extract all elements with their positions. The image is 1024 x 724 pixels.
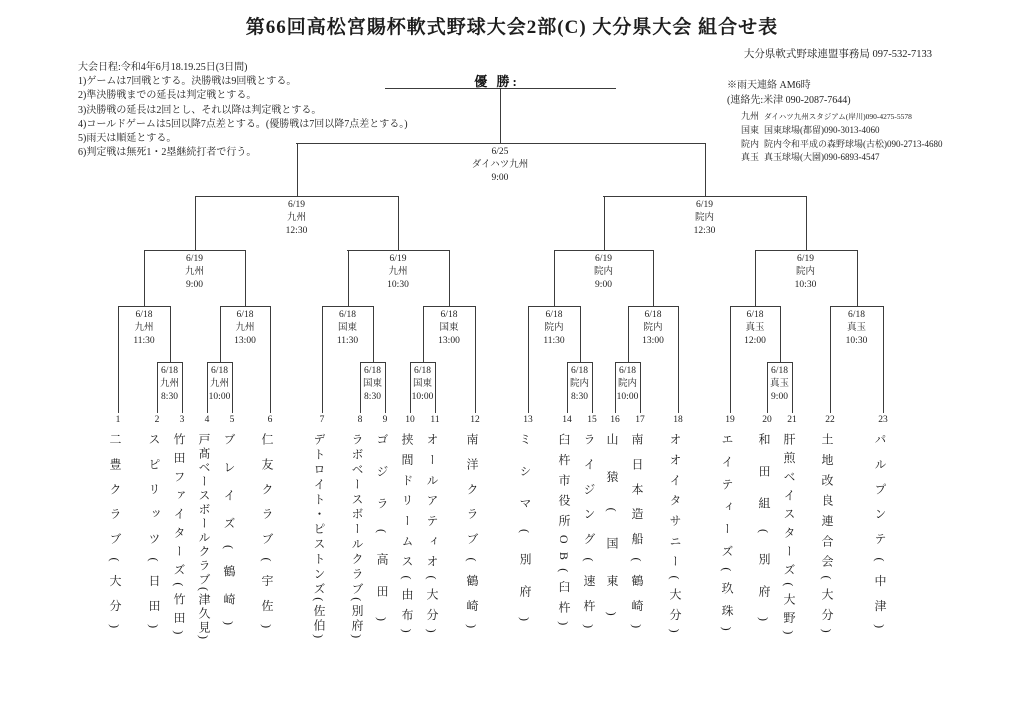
- bracket-line: [144, 250, 246, 251]
- bracket-line: [423, 306, 476, 307]
- venue-detail: 国東球場(都留)090-3013-4060: [764, 124, 880, 135]
- venue-code: 真玉: [741, 152, 760, 163]
- bracket-line: [385, 362, 386, 413]
- match-date: 6/19: [696, 200, 713, 210]
- bracket-line: [883, 306, 884, 413]
- team-name: 戸髙ベースボールクラブ(津久見): [197, 433, 211, 641]
- champion-label: 優 勝:: [474, 74, 520, 89]
- match-time: 11:30: [133, 336, 155, 346]
- bracket-line: [410, 362, 436, 363]
- match-venue: 国東: [337, 323, 358, 333]
- venue-row: [741, 110, 943, 124]
- match-time: 10:30: [794, 280, 817, 290]
- team-name: 臼杵市役所OB(臼杵): [557, 433, 571, 634]
- team-number: 12: [470, 415, 480, 425]
- match-label: [472, 146, 529, 185]
- bracket-line: [157, 362, 183, 363]
- match-label: [438, 309, 460, 348]
- match-venue: 九州: [286, 213, 307, 223]
- match-label: [744, 309, 766, 348]
- match-time: 10:00: [616, 392, 639, 402]
- venue-detail: 真玉球場(大園)090-6893-4547: [764, 152, 880, 163]
- match-venue: 九州: [134, 323, 154, 333]
- match-time: 9:00: [771, 392, 788, 402]
- match-time: 8:30: [571, 392, 588, 402]
- match-time: 11:30: [543, 336, 565, 346]
- bracket-line: [449, 250, 450, 306]
- bracket-line: [628, 306, 629, 362]
- team-name: 和田組(別府): [757, 433, 771, 641]
- bracket-line: [615, 362, 641, 363]
- bracket-line: [554, 250, 555, 306]
- bracket-line: [296, 143, 705, 144]
- bracket-line: [118, 306, 171, 307]
- match-label: [642, 309, 664, 348]
- match-date: 6/19: [595, 254, 612, 264]
- bracket-line: [195, 196, 196, 250]
- bracket-line: [347, 250, 450, 251]
- bracket-line: [857, 250, 858, 306]
- bracket-line: [220, 306, 271, 307]
- bracket-line: [730, 306, 781, 307]
- team-name: ブレイズ(鶴崎): [222, 433, 236, 641]
- bracket-line: [207, 362, 208, 413]
- team-name: ミシマ(別府): [518, 433, 532, 641]
- note-line: 6)判定戦は無死1・2塁継続打者で行う。: [78, 147, 257, 159]
- match-venue: 院内: [643, 323, 663, 333]
- team-name: オールアティオ(大分): [425, 433, 439, 641]
- bracket-line: [245, 250, 246, 306]
- match-date: 6/18: [364, 366, 381, 376]
- match-label: [337, 309, 358, 348]
- bracket-line: [144, 250, 145, 306]
- match-date: 6/18: [644, 310, 662, 320]
- match-venue: 九州: [388, 267, 408, 277]
- team-number: 18: [673, 415, 683, 425]
- match-label: [617, 365, 639, 404]
- team-number: 7: [319, 415, 325, 425]
- bracket-line: [528, 306, 581, 307]
- bracket-line: [604, 196, 605, 250]
- venue-list: [727, 110, 943, 165]
- match-date: 6/18: [848, 310, 865, 320]
- bracket-line: [640, 362, 641, 413]
- match-venue: 九州: [184, 267, 205, 277]
- match-label: [209, 365, 231, 404]
- match-time: 10:00: [208, 392, 231, 402]
- note-line: 4)コールドゲームは5回以降7点差とする。(優勝戦は7回以降7点差とする。): [78, 118, 408, 130]
- team-number: 17: [635, 415, 645, 425]
- match-venue: 九州: [235, 323, 255, 333]
- match-venue: 院内: [569, 379, 590, 389]
- bracket-line: [170, 306, 171, 362]
- match-time: 10:30: [845, 336, 868, 346]
- bracket-line: [780, 306, 781, 362]
- venue-row: [741, 151, 943, 165]
- note-line: 3)決勝戦の延長は2回とし、それ以降は判定戦とする。: [78, 104, 322, 116]
- venue-detail: ダイハツ九州スタジアム(岸川)090-4275-5578: [764, 112, 912, 121]
- match-venue: 国東: [439, 323, 459, 333]
- match-date: 6/19: [389, 254, 407, 264]
- team-name: 肝煎ベイスターズ(大野): [782, 433, 796, 641]
- bracket-line: [830, 306, 831, 413]
- match-date: 6/18: [236, 310, 254, 320]
- match-venue: 真玉: [846, 323, 867, 333]
- match-time: 13:00: [438, 336, 460, 346]
- team-name: ラボベースボールクラブ(別府): [350, 433, 364, 641]
- bracket-line: [755, 250, 756, 306]
- match-date: 6/18: [771, 366, 788, 376]
- bracket-line: [528, 306, 529, 413]
- team-name: 二豊クラブ(大分): [108, 433, 122, 641]
- team-name: 南洋クラブ(鶴崎): [465, 433, 479, 641]
- bracket-line: [435, 362, 436, 413]
- match-time: 13:00: [234, 336, 256, 346]
- rain-contact-line: (連絡先:米津 090-2087-7644): [727, 95, 851, 106]
- match-time: 10:00: [411, 392, 434, 402]
- bracket-line: [195, 196, 399, 197]
- match-venue: 国東: [412, 379, 433, 389]
- bracket-line: [567, 362, 568, 413]
- team-number: 6: [267, 415, 273, 425]
- bracket-line: [755, 250, 857, 251]
- team-number: 14: [562, 415, 572, 425]
- match-label: [412, 365, 434, 404]
- match-label: [160, 365, 179, 404]
- bracket-line: [232, 362, 233, 413]
- team-number: 13: [523, 415, 533, 425]
- match-label: [594, 253, 613, 292]
- team-number: 11: [430, 415, 440, 425]
- match-venue: 院内: [544, 323, 564, 333]
- match-label: [846, 309, 868, 348]
- team-number: 1: [115, 415, 121, 425]
- team-name: 挟間ドリームス(由布): [400, 433, 414, 641]
- match-date: 6/19: [288, 200, 305, 210]
- match-venue: 真玉: [745, 323, 765, 333]
- team-number: 4: [204, 415, 210, 425]
- team-name: デトロイト・ピストンズ(佐伯): [312, 433, 326, 641]
- match-date: 6/18: [211, 366, 228, 376]
- bracket-line: [322, 306, 374, 307]
- team-number: 5: [229, 415, 235, 425]
- venue-detail: 院内令和平成の森野球場(古松)090-2713-4680: [764, 138, 943, 149]
- match-time: 8:30: [364, 392, 381, 402]
- bracket-line: [653, 250, 654, 306]
- match-venue: ダイハツ九州: [471, 160, 529, 170]
- venue-row: [741, 124, 943, 138]
- match-time: 9:00: [186, 280, 203, 290]
- bracket-line: [373, 306, 374, 362]
- team-number: 3: [179, 415, 185, 425]
- match-label: [770, 365, 789, 404]
- match-label: [286, 199, 308, 238]
- team-number: 8: [357, 415, 363, 425]
- match-date: 6/25: [491, 147, 509, 157]
- team-number: 22: [825, 415, 835, 425]
- bracket-line: [220, 306, 221, 362]
- match-label: [570, 365, 589, 404]
- match-date: 6/18: [619, 366, 636, 376]
- note-line: 大会日程:令和4年6月18.19.25日(3日間): [78, 62, 248, 73]
- match-label: [694, 199, 716, 238]
- match-venue: 院内: [617, 379, 638, 389]
- match-date: 6/19: [797, 254, 814, 264]
- bracket-line: [615, 362, 616, 413]
- match-label: [387, 253, 409, 292]
- bracket-line: [398, 196, 399, 250]
- bracket-line: [678, 306, 679, 413]
- match-time: 12:30: [693, 226, 716, 236]
- bracket-line: [554, 250, 654, 251]
- page-title: 第66回高松宮賜杯軟式野球大会2部(C) 大分県大会 組合せ表: [245, 17, 779, 38]
- venue-code: 院内: [741, 138, 760, 149]
- team-name: エイティーズ(玖珠): [720, 433, 734, 641]
- venue-row: [741, 138, 943, 152]
- match-time: 9:00: [491, 173, 509, 183]
- team-number: 10: [405, 415, 415, 425]
- rain-contact-line: ※雨天連絡 AM6時: [727, 80, 811, 91]
- match-label: [543, 309, 564, 348]
- match-venue: 九州: [159, 379, 180, 389]
- bracket-line: [567, 362, 593, 363]
- bracket-line: [767, 362, 768, 413]
- team-name: 仁友クラブ(宇佐): [260, 433, 274, 641]
- office-contact: 大分県軟式野球連盟事務局 097-532-7133: [743, 49, 932, 60]
- match-venue: 真玉: [769, 379, 790, 389]
- bracket-line: [410, 362, 411, 413]
- match-time: 13:00: [642, 336, 664, 346]
- bracket-line: [580, 306, 581, 362]
- team-number: 15: [587, 415, 597, 425]
- bracket-line: [500, 88, 501, 143]
- team-number: 20: [762, 415, 772, 425]
- match-time: 8:30: [161, 392, 178, 402]
- team-name: パルプンテ(中津): [873, 433, 887, 641]
- match-label: [185, 253, 204, 292]
- team-name: オオイタサニー(大分): [668, 433, 682, 641]
- match-label: [363, 365, 382, 404]
- bracket-line: [157, 362, 158, 413]
- team-number: 16: [610, 415, 620, 425]
- venue-code: 国東: [741, 124, 760, 135]
- match-date: 6/18: [135, 310, 153, 320]
- match-date: 6/18: [414, 366, 431, 376]
- match-date: 6/18: [440, 310, 458, 320]
- bracket-line: [475, 306, 476, 413]
- match-date: 6/18: [545, 310, 563, 320]
- match-venue: 院内: [593, 267, 614, 277]
- tournament-notes: [78, 61, 408, 160]
- bracket-line: [730, 306, 731, 413]
- bracket-line: [806, 196, 807, 250]
- team-number: 21: [787, 415, 797, 425]
- match-time: 12:30: [285, 226, 308, 236]
- match-label: [133, 309, 154, 348]
- bracket-line: [297, 143, 298, 196]
- bracket-line: [628, 306, 679, 307]
- note-line: 5)雨天は順延とする。: [78, 133, 177, 145]
- match-venue: 院内: [694, 213, 715, 223]
- venue-code: 九州: [741, 111, 760, 121]
- match-venue: 九州: [209, 379, 230, 389]
- match-time: 9:00: [595, 280, 612, 290]
- bracket-line: [348, 250, 349, 306]
- note-line: 1)ゲームは7回戦とする。決勝戦は9回戦とする。: [78, 76, 297, 88]
- match-label: [795, 253, 817, 292]
- match-venue: 院内: [795, 267, 816, 277]
- bracket-line: [423, 306, 424, 362]
- team-name: 土地改良連合会(大分): [820, 433, 834, 641]
- team-number: 2: [154, 415, 160, 425]
- bracket-line: [360, 362, 361, 413]
- team-name: 南日本造船(鶴崎): [630, 433, 644, 641]
- bracket-line: [603, 196, 807, 197]
- match-date: 6/18: [746, 310, 764, 320]
- bracket-line: [767, 362, 793, 363]
- bracket-line: [592, 362, 593, 413]
- team-name: スピリッツ(日田): [147, 433, 161, 641]
- bracket-line: [182, 362, 183, 413]
- bracket-line: [270, 306, 271, 413]
- match-time: 11:30: [336, 336, 359, 346]
- bracket-line: [322, 306, 323, 413]
- team-number: 19: [725, 415, 735, 425]
- team-name: ライジング(速杵): [582, 433, 596, 641]
- note-line: 2)準決勝戦までの延長は判定戦とする。: [78, 90, 257, 102]
- match-date: 6/18: [571, 366, 588, 376]
- bracket-line: [792, 362, 793, 413]
- match-date: 6/19: [186, 254, 203, 264]
- match-label: [234, 309, 256, 348]
- rain-contact-block: [727, 78, 943, 165]
- team-number: 9: [382, 415, 388, 425]
- bracket-line: [830, 306, 884, 307]
- match-venue: 国東: [362, 379, 383, 389]
- bracket-line: [360, 362, 386, 363]
- match-time: 12:00: [744, 336, 766, 346]
- team-name: 山猿(国東): [605, 433, 619, 641]
- team-name: ゴジラ(高田): [375, 433, 389, 641]
- match-date: 6/18: [339, 310, 356, 320]
- match-time: 10:30: [387, 280, 409, 290]
- bracket-line: [705, 143, 706, 196]
- bracket-line: [207, 362, 233, 363]
- bracket-line: [118, 306, 119, 413]
- match-date: 6/18: [161, 366, 178, 376]
- team-number: 23: [878, 415, 888, 425]
- team-name: 竹田ファイターズ(竹田): [172, 433, 186, 641]
